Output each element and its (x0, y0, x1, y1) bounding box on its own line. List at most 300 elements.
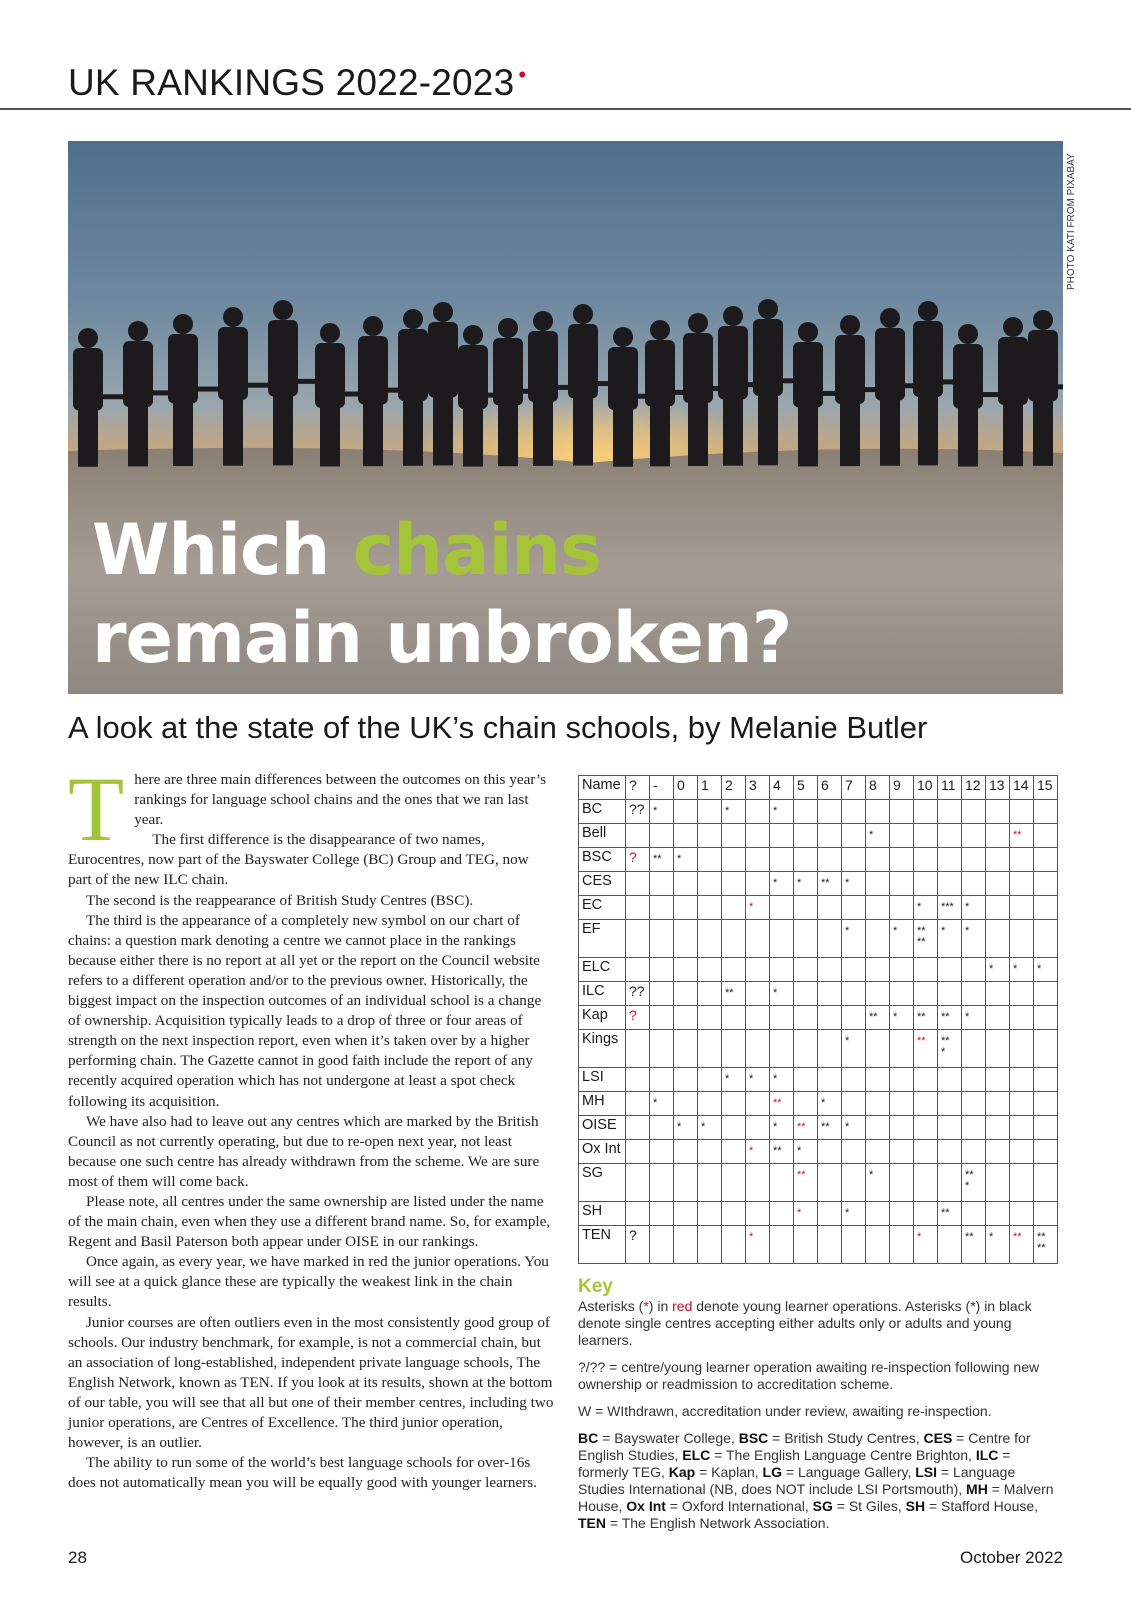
rank-cell: * (962, 920, 986, 958)
rank-cell (746, 1006, 770, 1030)
paragraph-6: Please note, all centres under the same ownership are listed under the name of the main chain, even when they use a different brand name. So, for example, Regent and Basil Paterson both appear under OISE in our rankings. (68, 1192, 551, 1251)
key-para-2: ?/?? = centre/young learner operation awaiting re-inspection following new ownership or readmission to accreditation scheme. (578, 1359, 1040, 1392)
rank-cell (866, 982, 890, 1006)
rank-cell (938, 1164, 962, 1202)
person-silhouette (840, 404, 860, 466)
person-silhouette (918, 397, 938, 465)
rank-cell: ? (626, 1006, 650, 1030)
rank-cell: * (1034, 958, 1058, 982)
table-row (579, 1226, 1058, 1264)
rank-cell (1010, 1030, 1034, 1068)
rank-cell (1010, 1006, 1034, 1030)
rank-cell (890, 1092, 914, 1116)
rank-cell (842, 1092, 866, 1116)
rank-cell (722, 1030, 746, 1068)
row-name: EC (579, 896, 626, 920)
person-silhouette (73, 348, 103, 411)
column-header: Name (579, 776, 626, 800)
rank-cell (722, 1226, 746, 1264)
rank-cell (674, 1202, 698, 1226)
column-header: 7 (842, 776, 866, 800)
rank-cell (674, 1006, 698, 1030)
rank-cell (1034, 1030, 1058, 1068)
rank-cell (722, 824, 746, 848)
person-silhouette (573, 399, 593, 466)
person-silhouette (363, 316, 383, 336)
key-heading: Key (578, 1276, 613, 1297)
rank-cell (1034, 1202, 1058, 1226)
rank-cell (674, 982, 698, 1006)
column-header: 3 (746, 776, 770, 800)
rank-cell (890, 1202, 914, 1226)
rank-cell (674, 800, 698, 824)
issue-date: October 2022 (959, 1548, 1063, 1567)
rank-cell (626, 1140, 650, 1164)
rank-cell (794, 1068, 818, 1092)
table-row (579, 1202, 1058, 1226)
rank-cell (1034, 982, 1058, 1006)
rank-cell (770, 1006, 794, 1030)
rank-cell (890, 1116, 914, 1140)
table-row (579, 1140, 1058, 1164)
column-header: 11 (938, 776, 962, 800)
rank-cell: *** (938, 896, 962, 920)
rank-cell (698, 1226, 722, 1264)
rank-cell (842, 1068, 866, 1092)
row-name: SH (579, 1202, 626, 1226)
paragraph-1: There are three main differences between the outcomes on this year’s rankings for language school chains and the ones that we ran last year. (68, 758, 547, 860)
rank-cell (794, 1030, 818, 1068)
rank-cell (842, 824, 866, 848)
rank-cell (866, 872, 890, 896)
rank-cell: ** (1010, 824, 1034, 848)
rank-cell (650, 896, 674, 920)
rank-cell (722, 896, 746, 920)
person-silhouette (320, 323, 340, 343)
column-header: 10 (914, 776, 938, 800)
key-abbreviations: BC = Bayswater College, BSC = British Study Centres, CES = Centre for English Studies, ELC = The English Language Centre Brighton, ILC = formerly TEG, Kap = Kaplan, LG = Language Gallery, LSI = Language Studies International (NB, does NOT include LSI Portsmouth), MH = Malvern House, Ox Int = Oxford International, SG = St Giles, SH = Stafford House, TEN = The English Network Association. (578, 1430, 1054, 1531)
rank-cell: ? (626, 848, 650, 872)
paragraph-2: The first difference is the disappearance of two names, Eurocentres, now part of the Bayswater College (BC) Group and TEG, now part of the new ILC chain. (68, 831, 529, 889)
rank-cell (698, 1068, 722, 1092)
table-row (579, 1116, 1058, 1140)
rank-cell (1034, 1092, 1058, 1116)
person-silhouette (498, 406, 518, 467)
row-name: BSC (579, 848, 626, 872)
person-silhouette (123, 341, 153, 407)
table-header-row (579, 776, 1058, 800)
rank-cell (698, 848, 722, 872)
rank-cell (698, 872, 722, 896)
rank-cell: ** (650, 848, 674, 872)
table-row (579, 848, 1058, 872)
rank-cell (770, 958, 794, 982)
person-silhouette (320, 408, 340, 467)
column-header: 9 (890, 776, 914, 800)
rank-cell (674, 1068, 698, 1092)
rank-cell (818, 1006, 842, 1030)
rank-cell (722, 958, 746, 982)
rank-cell (866, 800, 890, 824)
row-name: Bell (579, 824, 626, 848)
column-header: 13 (986, 776, 1010, 800)
rank-cell: * (1010, 958, 1034, 982)
rank-cell (698, 1140, 722, 1164)
rank-cell (650, 1006, 674, 1030)
rank-cell (842, 896, 866, 920)
rank-cell (746, 848, 770, 872)
rank-cell: * (842, 1116, 866, 1140)
table-row (579, 1006, 1058, 1030)
rank-cell (962, 824, 986, 848)
person-silhouette (645, 340, 675, 407)
row-name: ILC (579, 982, 626, 1006)
row-name: Kings (579, 1030, 626, 1068)
rank-cell: * (650, 800, 674, 824)
rank-cell: * (770, 982, 794, 1006)
rank-cell (818, 920, 842, 958)
rank-cell (746, 1164, 770, 1202)
rank-cell (794, 920, 818, 958)
rank-cell (698, 824, 722, 848)
person-silhouette (613, 327, 633, 347)
rank-cell (866, 896, 890, 920)
rank-cell: ** (914, 1006, 938, 1030)
rank-cell (866, 1226, 890, 1264)
rank-cell (650, 1202, 674, 1226)
row-name: BC (579, 800, 626, 824)
rank-cell: * (890, 920, 914, 958)
key-box (578, 1278, 1063, 1542)
rank-cell: * (770, 1068, 794, 1092)
rank-cell (938, 1116, 962, 1140)
rank-cell (674, 958, 698, 982)
person-silhouette (1033, 402, 1053, 466)
rank-cell (794, 1092, 818, 1116)
rank-cell (962, 1116, 986, 1140)
person-silhouette (128, 321, 148, 341)
person-silhouette (493, 338, 523, 406)
column-header: 2 (722, 776, 746, 800)
person-silhouette (315, 343, 345, 408)
rank-cell (866, 848, 890, 872)
rank-cell (722, 920, 746, 958)
rank-cell (626, 1030, 650, 1068)
rank-cell (1010, 1092, 1034, 1116)
column-header: 14 (1010, 776, 1034, 800)
rank-cell (938, 958, 962, 982)
person-silhouette (753, 319, 783, 396)
column-header: 6 (818, 776, 842, 800)
rank-cell: * (722, 1068, 746, 1092)
table-row (579, 1092, 1058, 1116)
person-silhouette (880, 401, 900, 466)
rank-cell (986, 1068, 1010, 1092)
rank-cell (938, 824, 962, 848)
rank-cell (986, 1140, 1010, 1164)
rank-cell (866, 1030, 890, 1068)
rank-cell: * (866, 824, 890, 848)
rank-cell: ? (626, 1226, 650, 1264)
rank-cell (650, 1068, 674, 1092)
row-name: EF (579, 920, 626, 958)
person-silhouette (273, 397, 293, 466)
paragraph-9: The ability to run some of the world’s best language schools for over-16s does not automatically mean you will be equally good with younger learners. (68, 1454, 538, 1492)
rank-cell (794, 1006, 818, 1030)
rank-cell (674, 872, 698, 896)
column-header: 5 (794, 776, 818, 800)
rank-cell: * (986, 958, 1010, 982)
header-rule (0, 108, 1131, 110)
rank-cell (818, 1030, 842, 1068)
rank-cell (650, 982, 674, 1006)
rank-cell (746, 1116, 770, 1140)
rank-cell (674, 920, 698, 958)
rank-cell (986, 800, 1010, 824)
rank-cell (914, 848, 938, 872)
column-header: 1 (698, 776, 722, 800)
rank-cell (890, 1030, 914, 1068)
rank-cell (698, 920, 722, 958)
rank-cell: ** (818, 872, 842, 896)
rank-cell (914, 1140, 938, 1164)
rank-cell (698, 800, 722, 824)
person-silhouette (758, 299, 778, 319)
rank-cell (1034, 1116, 1058, 1140)
rank-cell: * (674, 1116, 698, 1140)
rank-cell: * (770, 872, 794, 896)
rank-cell: * (746, 1140, 770, 1164)
person-silhouette (875, 328, 905, 401)
row-name: TEN (579, 1226, 626, 1264)
rank-cell (674, 896, 698, 920)
article-body (68, 758, 556, 1493)
rank-cell (962, 848, 986, 872)
person-silhouette (958, 409, 978, 467)
page-number: 28 (68, 1548, 87, 1567)
rank-cell (794, 896, 818, 920)
rank-cell (650, 1226, 674, 1264)
rank-cell (890, 872, 914, 896)
rank-cell (722, 1202, 746, 1226)
rank-cell (674, 1030, 698, 1068)
table-row (579, 958, 1058, 982)
rank-cell (914, 800, 938, 824)
person-silhouette (650, 320, 670, 340)
rank-cell (650, 1140, 674, 1164)
rank-cell: * (674, 848, 698, 872)
rank-cell (746, 1202, 770, 1226)
rank-cell (650, 958, 674, 982)
rank-cell (626, 872, 650, 896)
rank-cell (962, 872, 986, 896)
rank-cell (626, 1068, 650, 1092)
person-silhouette (650, 407, 670, 467)
person-silhouette (613, 410, 633, 467)
rank-cell (746, 1092, 770, 1116)
rank-cell: * (746, 896, 770, 920)
rank-cell (914, 1092, 938, 1116)
rank-cell (914, 1116, 938, 1140)
paragraph-4: The third is the appearance of a completely new symbol on our chart of chains: a question mark denoting a centre we cannot place in the rankings because either there is no report at all yet or the report on the Council website refers to a different operation and/or to the previous owner. Historically, the biggest impact on the inspection outcomes of an individual school is a change of ownership. Acquisition typically leads to a drop of three or four areas of strength on the next inspection report, even when it’s taken over by a higher performing chain. The Gazette cannot in good faith include the report of any recently acquired operation which has not undergone at least a spot check following its acquisition. (68, 911, 542, 1110)
rank-cell (1034, 824, 1058, 848)
rank-cell (962, 1068, 986, 1092)
rank-cell (1034, 848, 1058, 872)
table-row (579, 920, 1058, 958)
column-header: 12 (962, 776, 986, 800)
person-silhouette (953, 344, 983, 409)
rank-cell: ?? (626, 800, 650, 824)
rank-cell: * (890, 1006, 914, 1030)
rank-cell (698, 958, 722, 982)
rank-cell (626, 1116, 650, 1140)
rank-cell (746, 982, 770, 1006)
person-silhouette (78, 411, 98, 467)
rank-cell (650, 1030, 674, 1068)
person-silhouette (128, 407, 148, 466)
person-silhouette (533, 311, 553, 331)
rank-cell (770, 1030, 794, 1068)
rank-cell: * (866, 1164, 890, 1202)
rank-cell (986, 848, 1010, 872)
rank-cell: * (794, 1140, 818, 1164)
rank-cell (1010, 1068, 1034, 1092)
person-silhouette (608, 347, 638, 410)
rank-cell (818, 982, 842, 1006)
rank-cell (1034, 872, 1058, 896)
chain-rankings-table (578, 775, 1058, 1264)
table-row (579, 800, 1058, 824)
paragraph-3: The second is the reappearance of British Study Centres (BSC). (86, 891, 474, 909)
person-silhouette (528, 331, 558, 402)
rank-cell (938, 1092, 962, 1116)
standfirst: A look at the state of the UK’s chain schools, by Melanie Butler (68, 710, 928, 745)
paragraph-5: We have also had to leave out any centres which are marked by the British Council as not currently operating, but due to re-open next year, not least because one such centre has already withdrawn from the scheme. We are sure most of them will come back. (68, 1112, 540, 1190)
rank-cell (938, 1068, 962, 1092)
rank-cell: * (914, 1226, 938, 1264)
rank-cell (866, 958, 890, 982)
rank-cell (1034, 800, 1058, 824)
hero-title: Which chains remain unbroken? (92, 509, 792, 679)
rank-cell (626, 1164, 650, 1202)
rank-cell (1010, 872, 1034, 896)
rank-cell (866, 1140, 890, 1164)
rank-cell (866, 1116, 890, 1140)
person-silhouette (363, 405, 383, 467)
rank-cell (842, 1164, 866, 1202)
rank-cell (986, 1006, 1010, 1030)
rank-cell (890, 958, 914, 982)
rank-cell (842, 1006, 866, 1030)
rank-cell (914, 1068, 938, 1092)
rank-cell (938, 982, 962, 1006)
rank-cell (770, 824, 794, 848)
rank-cell (746, 958, 770, 982)
person-silhouette (913, 321, 943, 397)
rank-cell (674, 824, 698, 848)
rank-cell: ** (1010, 1226, 1034, 1264)
rank-cell (626, 920, 650, 958)
rank-cell: * (842, 872, 866, 896)
rank-cell (650, 920, 674, 958)
rank-cell (986, 1030, 1010, 1068)
rank-cell (962, 1092, 986, 1116)
rank-cell (818, 824, 842, 848)
rank-cell (674, 1140, 698, 1164)
column-header: - (650, 776, 674, 800)
paragraph-7: Once again, as every year, we have marked in red the junior operations. You will see at a quick glance these are typically the weakest link in the chain results. (68, 1253, 549, 1311)
key-para-3: W = WIthdrawn, accreditation under review, awaiting re-inspection. (578, 1403, 992, 1419)
key-para-1: Asterisks (*) in red denote young learner operations. Asterisks (*) in black denote single centres accepting either adults only or adults and young learners. (578, 1298, 1032, 1348)
rank-cell: * (986, 1226, 1010, 1264)
rank-cell (938, 1140, 962, 1164)
rank-cell (1010, 896, 1034, 920)
rank-cell (650, 872, 674, 896)
person-silhouette (403, 401, 423, 466)
rank-cell (1010, 1164, 1034, 1202)
rank-cell (722, 1092, 746, 1116)
rank-cell: ** (794, 1164, 818, 1202)
person-silhouette (498, 318, 518, 338)
rank-cell (1034, 1140, 1058, 1164)
person-silhouette (793, 342, 823, 408)
rank-cell (818, 1068, 842, 1092)
rank-cell (1010, 1140, 1034, 1164)
rank-cell (938, 1226, 962, 1264)
rank-cell (770, 896, 794, 920)
person-silhouette (918, 301, 938, 321)
rank-cell: ** ** (914, 920, 938, 958)
rank-cell (1034, 1006, 1058, 1030)
rank-cell (650, 1116, 674, 1140)
person-silhouette (268, 320, 298, 397)
rank-cell (770, 920, 794, 958)
rank-cell (818, 1202, 842, 1226)
rank-cell (722, 1140, 746, 1164)
rank-cell (794, 958, 818, 982)
table-row (579, 896, 1058, 920)
rank-cell: * (698, 1116, 722, 1140)
rank-cell (722, 1164, 746, 1202)
person-silhouette (1028, 330, 1058, 402)
rank-cell (674, 1226, 698, 1264)
rank-cell (770, 1164, 794, 1202)
person-silhouette (683, 333, 713, 403)
rank-cell (842, 800, 866, 824)
rank-cell (794, 982, 818, 1006)
rank-cell (866, 920, 890, 958)
person-silhouette (173, 314, 193, 334)
person-silhouette (78, 328, 98, 348)
rank-cell (890, 800, 914, 824)
rank-cell: ** (914, 1030, 938, 1068)
rank-cell (1034, 1068, 1058, 1092)
person-silhouette (718, 326, 748, 400)
rank-cell (842, 1140, 866, 1164)
rank-cell (1010, 982, 1034, 1006)
rank-cell: * (794, 872, 818, 896)
rank-cell (818, 800, 842, 824)
table-row (579, 872, 1058, 896)
rank-cell: * (914, 896, 938, 920)
rank-cell (986, 1092, 1010, 1116)
row-name: CES (579, 872, 626, 896)
red-dot: • (518, 62, 527, 87)
rank-cell (794, 800, 818, 824)
person-silhouette (173, 404, 193, 467)
rank-cell (842, 958, 866, 982)
rank-cell (986, 1116, 1010, 1140)
